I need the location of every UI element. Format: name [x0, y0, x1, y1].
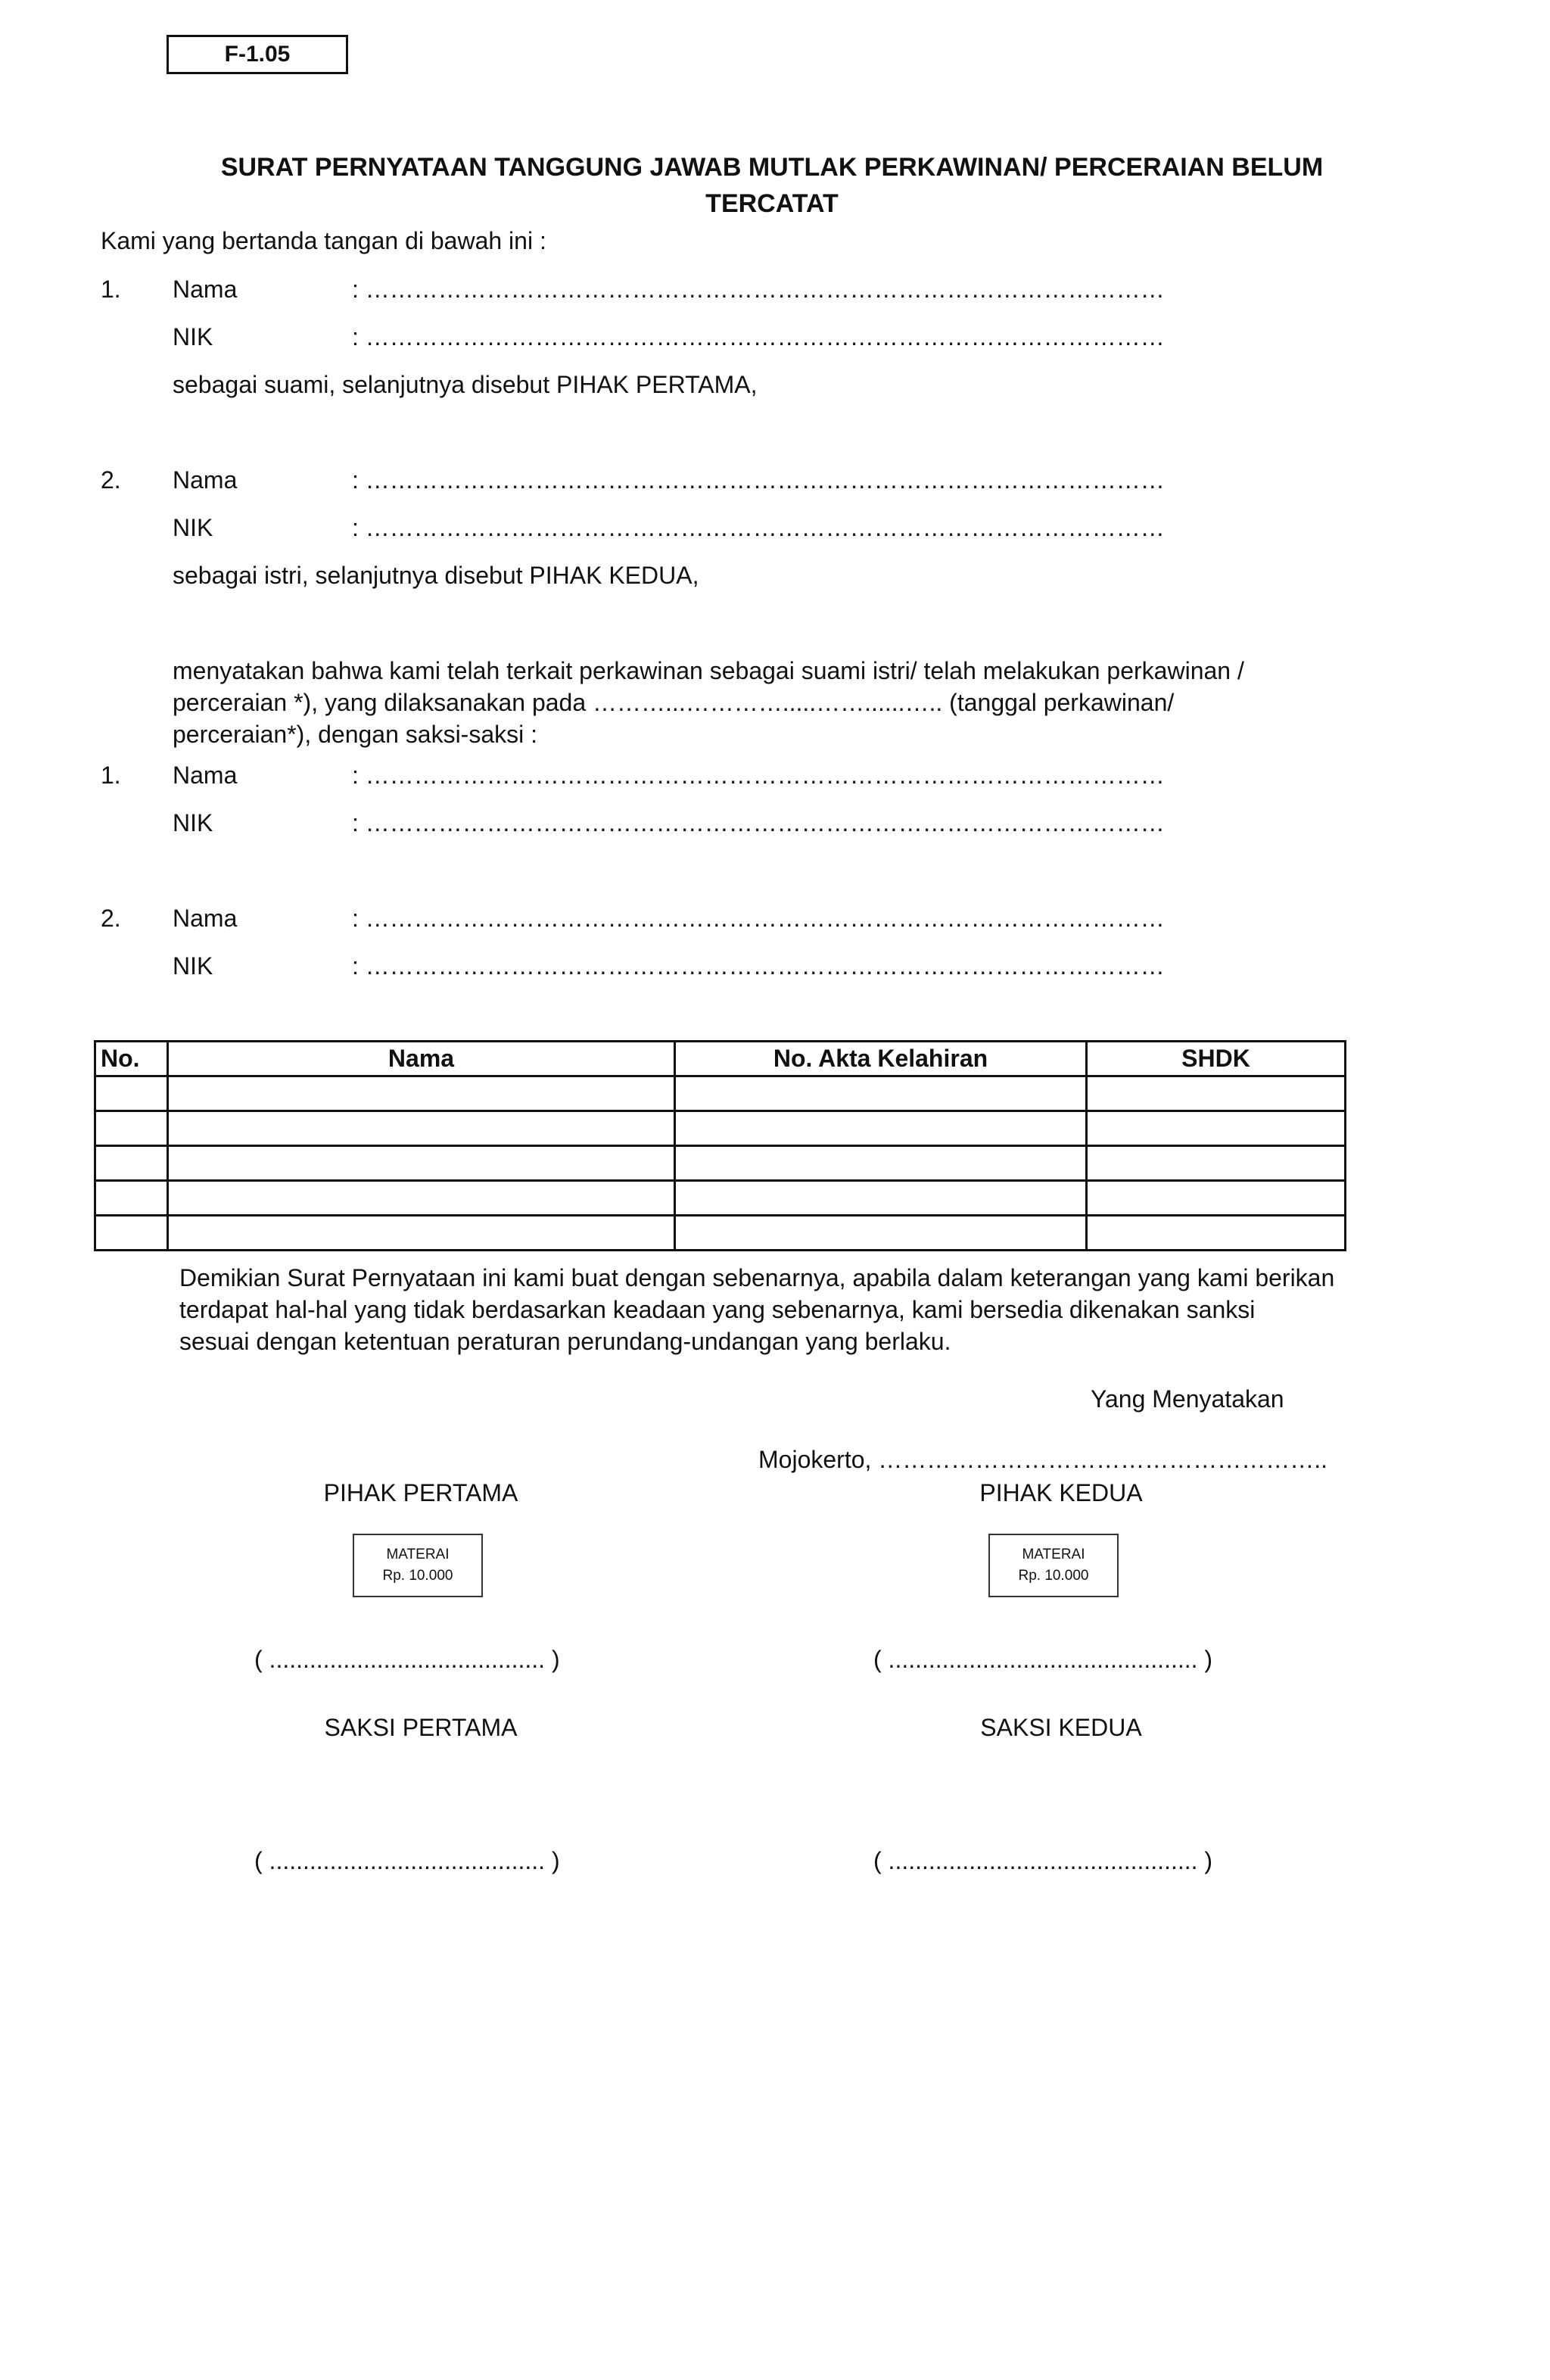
table-cell[interactable] — [168, 1216, 675, 1251]
declarant-label: Yang Menyatakan — [1091, 1385, 1284, 1413]
party-2-name-field[interactable]: : ……………………………………………………………………………………… — [352, 466, 1165, 494]
second-witness-signature-line[interactable]: ( .............................................. ) — [873, 1847, 1213, 1874]
table-row — [95, 1146, 1346, 1181]
table-cell[interactable] — [168, 1181, 675, 1216]
closing-line-3: sesuai dengan ketentuan peraturan perundang-undangan yang berlaku. — [179, 1328, 951, 1355]
table-cell[interactable] — [1087, 1216, 1346, 1251]
witness-1-name-field[interactable]: : ……………………………………………………………………………………… — [352, 762, 1165, 789]
column-header-shdk: SHDK — [1087, 1042, 1346, 1076]
materai-title: MATERAI — [1022, 1547, 1085, 1562]
place-date[interactable]: Mojokerto, ……………………………………………….. — [758, 1446, 1328, 1473]
witness-1-nik-label: NIK — [173, 809, 213, 836]
family-members-table — [94, 1040, 1346, 1251]
materai-value: Rp. 10.000 — [1018, 1568, 1089, 1584]
table-cell[interactable] — [675, 1216, 1087, 1251]
table-cell[interactable] — [675, 1111, 1087, 1146]
table-row — [95, 1076, 1346, 1111]
table-cell[interactable] — [675, 1146, 1087, 1181]
party-2-name-label: Nama — [173, 466, 238, 494]
witness-1-nik-field[interactable]: : ……………………………………………………………………………………… — [352, 809, 1165, 836]
party-1-nik-label: NIK — [173, 323, 213, 350]
table-cell[interactable] — [675, 1181, 1087, 1216]
party-1-nik-field[interactable]: : ……………………………………………………………………………………… — [352, 323, 1165, 350]
witness-2-name-label: Nama — [173, 905, 238, 932]
first-witness-label: SAKSI PERTAMA — [324, 1714, 518, 1741]
party-2-nik-field[interactable]: : ……………………………………………………………………………………… — [352, 514, 1165, 541]
witness-2-nik-field[interactable]: : ……………………………………………………………………………………… — [352, 952, 1165, 980]
party-2-role: sebagai istri, selanjutnya disebut PIHAK KEDUA, — [173, 562, 699, 589]
statement-line-1 — [173, 656, 1393, 686]
document-title-line-2: TERCATAT — [705, 189, 839, 218]
closing-line-2: terdapat hal-hal yang tidak berdasarkan keadaan yang sebenarnya, kami bersedia dikenakan sanksi — [179, 1296, 1256, 1323]
materai-stamp-right — [988, 1534, 1119, 1597]
party-2-nik-label: NIK — [173, 514, 213, 541]
table-row — [95, 1181, 1346, 1216]
column-header-akta: No. Akta Kelahiran — [675, 1042, 1087, 1076]
first-party-label: PIHAK PERTAMA — [323, 1479, 518, 1506]
document-title-line-1: SURAT PERNYATAAN TANGGUNG JAWAB MUTLAK PERKAWINAN/ PERCERAIAN BELUM — [220, 153, 1324, 182]
table-cell[interactable] — [1087, 1181, 1346, 1216]
statement-line-1-text: menyatakan bahwa kami telah terkait perkawinan sebagai suami istri/ telah melakukan perkawinan / — [173, 657, 1244, 684]
table-cell[interactable] — [95, 1076, 168, 1111]
closing-line-1: Demikian Surat Pernyataan ini kami buat dengan sebenarnya, apabila dalam keterangan yang kami berikan — [179, 1264, 1335, 1291]
table-cell[interactable] — [95, 1146, 168, 1181]
witness-1-name-label: Nama — [173, 762, 238, 789]
second-party-label: PIHAK KEDUA — [979, 1479, 1143, 1506]
second-party-signature-line[interactable]: ( .............................................. ) — [873, 1646, 1213, 1673]
materai-stamp-left — [353, 1534, 483, 1597]
column-header-no: No. — [95, 1042, 168, 1076]
party-1-name-label: Nama — [173, 276, 238, 303]
witness-1-number: 1. — [101, 762, 121, 789]
table-cell[interactable] — [1087, 1076, 1346, 1111]
table-cell[interactable] — [1087, 1146, 1346, 1181]
statement-line-2: perceraian *), yang dilaksanakan pada ………...………….....……......….. (tanggal perkawinan/ — [173, 689, 1175, 716]
table-row — [95, 1216, 1346, 1251]
table-cell[interactable] — [1087, 1111, 1346, 1146]
column-header-nama: Nama — [168, 1042, 675, 1076]
statement-line-3: perceraian*), dengan saksi-saksi : — [173, 721, 538, 748]
party-2-number: 2. — [101, 466, 121, 494]
first-party-signature-line[interactable]: ( ......................................... ) — [254, 1646, 560, 1673]
table-cell[interactable] — [95, 1216, 168, 1251]
form-code: F-1.05 — [167, 35, 348, 74]
first-witness-signature-line[interactable]: ( ......................................... ) — [254, 1847, 560, 1874]
table-row — [95, 1111, 1346, 1146]
witness-2-nik-label: NIK — [173, 952, 213, 980]
materai-value: Rp. 10.000 — [382, 1568, 453, 1584]
party-1-role: sebagai suami, selanjutnya disebut PIHAK PERTAMA, — [173, 371, 758, 398]
table-cell[interactable] — [95, 1181, 168, 1216]
materai-title: MATERAI — [386, 1547, 450, 1562]
table-header-row — [95, 1042, 1346, 1076]
table-cell[interactable] — [675, 1076, 1087, 1111]
intro-text: Kami yang bertanda tangan di bawah ini : — [101, 227, 546, 254]
table-cell[interactable] — [168, 1111, 675, 1146]
party-1-name-field[interactable]: : ……………………………………………………………………………………… — [352, 276, 1165, 303]
witness-2-name-field[interactable]: : ……………………………………………………………………………………… — [352, 905, 1165, 932]
party-1-number: 1. — [101, 276, 121, 303]
table-cell[interactable] — [95, 1111, 168, 1146]
table-cell[interactable] — [168, 1146, 675, 1181]
second-witness-label: SAKSI KEDUA — [980, 1714, 1142, 1741]
witness-2-number: 2. — [101, 905, 121, 932]
table-cell[interactable] — [168, 1076, 675, 1111]
